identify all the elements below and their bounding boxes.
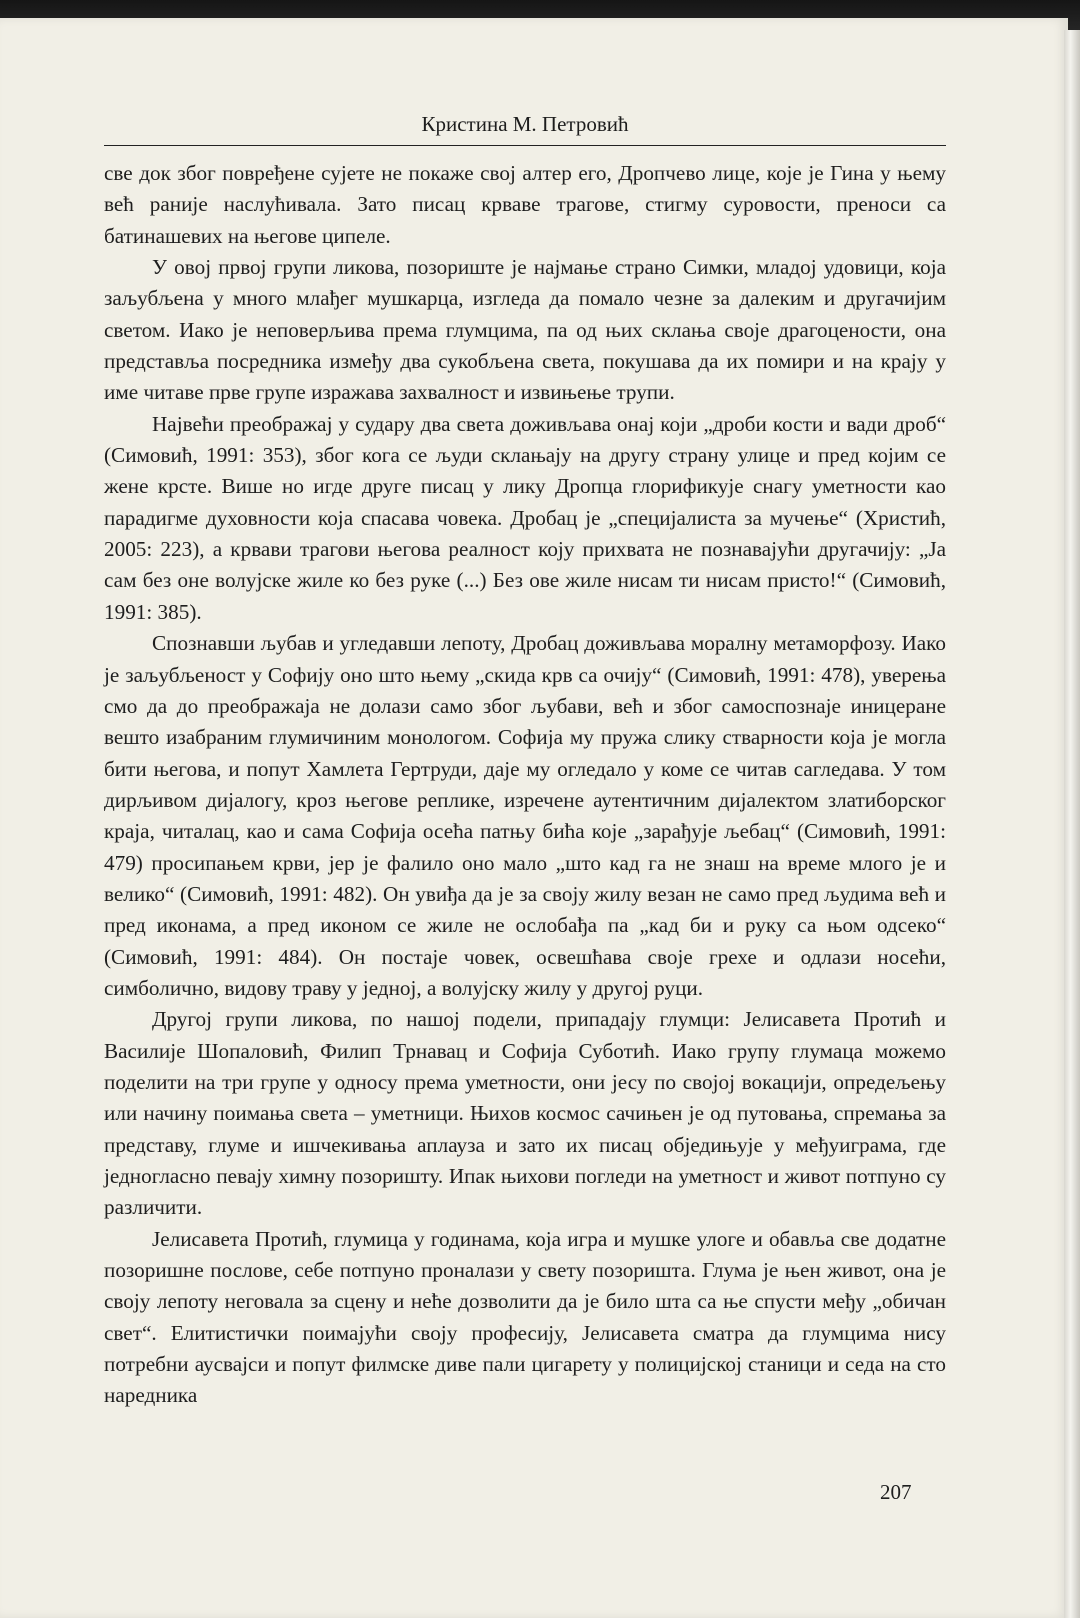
paragraph-3: Највећи преображај у судару два света доживљава онај који „дроби кости и вади дроб“ (Симовић, 1991: 353), због кога се људи склањају на другу страну улице и пред којим се жене крсте. Више но игде друге писац у лику Дропца глорификује снагу уметности као парадигме духовности која спасава човека. Дробац је „специјалиста за мучење“ (Христић, 2005: 223), а крвави трагови његова реалност коју прихвата не познавајући другачију: „Ја сам без оне волујске жиле ко без руке (...) Без ове жиле нисам ти нисам присто!“ (Симовић, 1991: 385). — [104, 411, 946, 624]
page-edge — [1064, 30, 1080, 1618]
paragraph-6: Јелисавета Протић, глумица у годинама, која игра и мушке улоге и обавља све додатне позоришне послове, себе потпуно проналази у свету позоришта. Глума је њен живот, она је своју лепоту неговала за сцену и неће дозволити да је било шта са ње спусти међу „обичан свет“. Елитистички поимајући своју професију, Јелисавета сматра да глумцима нису потребни аусвајси и попут филмске диве пали цигарету у полицијској станици и седа на сто наредника — [104, 1226, 946, 1408]
page-number: 207 — [880, 1480, 912, 1504]
paragraph-4: Спознавши љубав и угледавши лепоту, Дробац доживљава моралну метаморфозу. Иако је заљубљеност у Софију оно што њему „скида крв са очију“ (Симовић, 1991: 478), уверења смо да до преображаја не долази само због љубави, већ и због самоспознаје иницеране вешто изабраним глумичиним монологом. Софија му пружа слику стварности која је могла бити његова, и попут Хамлета Гертруди, даје му огледало у коме се читав сагледава. У том дирљивом дијалогу, кроз његове реплике, изречене аутентичним дијалектом златиборског краја, читалац, као и сама Софија осећа патњу бића које „зарађује љебац“ (Симовић, 1991: 479) просипањем крви, јер је фалило оно мало „што кад га не знаш на време млого је и велико“ (Симовић, 1991: 482). Он увиђа да је за своју жилу везан не само пред људима већ и пред иконама, а пред иконом се жиле не ослобађа па „кад би и руку са њом одсеко“ (Симовић, 1991: 484). Он постаје човек, освешћава своје грехе и одлази носећи, симболично, видову траву у једној, а волујску жилу у другој руци. — [104, 631, 946, 1000]
paragraph-5: Другој групи ликова, по нашој подели, припадају глумци: Јелисавета Протић и Василије Шопаловић, Филип Трнавац и Софија Суботић. Иако групу глумаца можемо поделити на три групе у односу према уметности, они јесу по својој вокацији, опредељењу или начину поимања света – уметници. Њихов космос сачињен је од путовања, спремања за представу, глуме и ишчекивања аплауза и зато их писац обједињује у међуиграма, где једногласно певају химну позоришту. Ипак њихови погледи на уметност и живот потпуно су различити. — [104, 1007, 946, 1220]
paragraph-2: У овој првој групи ликова, позориште је најмање страно Симки, младој удовици, која заљубљена у много млађег мушкарца, изгледа да помало чезне за далеким и другачијим светом. Иако је неповерљива према глумцима, па од њих склања своје драгоцености, она представља посредника између два сукобљена света, покушава да их помири и на крају у име читаве прве групе изражава захвалност и извињење трупи. — [104, 255, 946, 405]
body-text — [104, 158, 946, 1412]
running-header: Кристина М. Петровић — [104, 112, 946, 146]
paragraph-1: све док због повређене сујете не покаже свој алтер его, Дропчево лице, које је Гина у њему већ раније наслућивала. Зато писац крваве трагове, стигму суровости, преноси са батинашевих на његове ципеле. — [104, 161, 946, 248]
